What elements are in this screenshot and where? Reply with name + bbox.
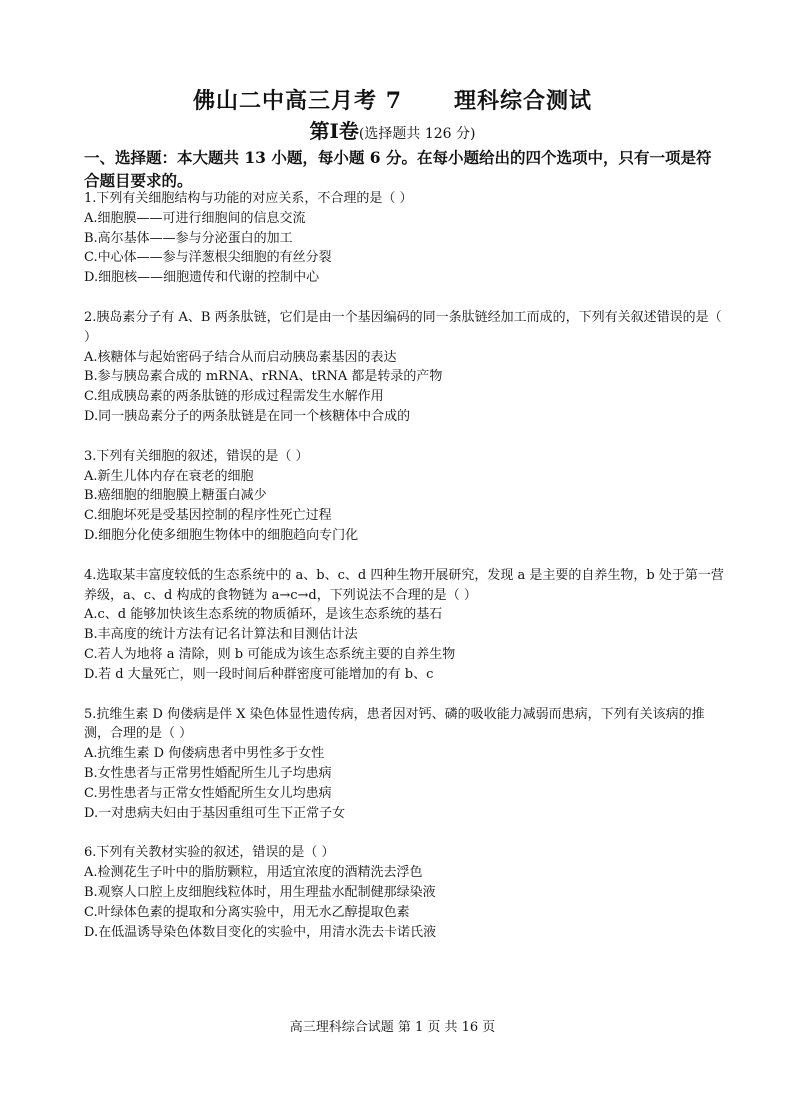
question-stem: 6.下列有关教材实验的叙述，错误的是（ ） xyxy=(84,845,335,861)
part-label: 第Ⅰ卷 xyxy=(309,119,359,143)
option-d: D.同一胰岛素分子的两条肽链是在同一个核糖体中合成的 xyxy=(84,408,411,424)
option-c: C.组成胰岛素的两条肽链的形成过程需发生水解作用 xyxy=(84,389,384,405)
option-a: A.c、d 能够加快该生态系统的物质循环，是该生态系统的基石 xyxy=(84,607,443,623)
question-1 xyxy=(84,189,724,288)
question-5 xyxy=(84,705,724,824)
option-a: A.细胞膜——可进行细胞间的信息交流 xyxy=(84,210,306,226)
page-footer: 高三理科综合试题 第 1 页 共 16 页 xyxy=(289,1020,496,1035)
option-a: A.新生儿体内存在衰老的细胞 xyxy=(84,468,254,484)
option-c: C.中心体——参与洋葱根尖细胞的有丝分裂 xyxy=(84,250,332,266)
option-d: D.细胞分化使多细胞生物体中的细胞趋向专门化 xyxy=(84,527,359,543)
option-a: A.核糖体与起始密码子结合从而启动胰岛素基因的表达 xyxy=(84,349,397,365)
question-6 xyxy=(84,843,724,942)
question-stem: 1.下列有关细胞结构与功能的对应关系，不合理的是（ ） xyxy=(84,191,413,206)
question-3 xyxy=(84,447,724,546)
section-instruction: 一、选择题：本大题共 13 小题，每小题 6 分。在每小题给出的四个选项中，只有一项是符合题目要求的。 xyxy=(84,148,712,190)
option-d: D.在低温诱导染色体数目变化的实验中，用清水洗去卡诺氏液 xyxy=(84,924,437,940)
question-stem: 4.选取某丰富度较低的生态系统中的 a、b、c、d 四种生物开展研究，发现 a 是主要的自养生物，b 处于第一营养级，a、c、d 构成的食物链为 a→c→d，下列说法不合理的是（ ） xyxy=(84,567,724,603)
question-stem: 2.胰岛素分子有 A、B 两条肽链，它们是由一个基因编码的同一条肽链经加工而成的，下列有关叙述错误的是（ ） xyxy=(84,309,722,345)
option-d: D.细胞核——细胞遗传和代谢的控制中心 xyxy=(84,270,320,286)
option-b: B.女性患者与正常男性婚配所生儿子均患病 xyxy=(84,765,332,781)
option-b: B.丰高度的统计方法有记名计算法和目测估计法 xyxy=(84,627,358,643)
question-stem: 3.下列有关细胞的叙述，错误的是（ ） xyxy=(84,448,309,464)
option-b: B.高尔基体——参与分泌蛋白的加工 xyxy=(84,230,293,246)
question-stem: 5.抗维生素 D 佝偻病是伴 X 染色体显性遗传病，患者因对钙、磷的吸收能力减弱而患病，下列有关该病的推测，合理的是（ ） xyxy=(84,706,705,742)
question-4 xyxy=(84,566,724,685)
option-c: C.若人为地将 a 清除，则 b 可能成为该生态系统主要的自养生物 xyxy=(84,646,456,662)
option-b: B.癌细胞的细胞膜上糖蛋白减少 xyxy=(84,488,267,504)
option-a: A.检测花生子叶中的脂肪颗粒，用适宜浓度的酒精洗去浮色 xyxy=(84,865,423,881)
page-title: 佛山二中高三月考 7 理科综合测试 xyxy=(193,88,592,114)
question-2 xyxy=(84,308,724,427)
option-d: D.一对患病夫妇由于基因重组可生下正常子女 xyxy=(84,805,346,821)
option-c: C.男性患者与正常女性婚配所生女儿均患病 xyxy=(84,785,332,801)
option-b: B.参与胰岛素合成的 mRNA、rRNA、tRNA 都是转录的产物 xyxy=(84,369,443,385)
part-note: (选择题共 126 分) xyxy=(358,126,476,142)
question-list xyxy=(84,189,724,962)
option-d: D.若 d 大量死亡，则一段时间后种群密度可能增加的有 b、c xyxy=(84,666,434,682)
part-heading xyxy=(0,115,785,144)
option-c: C.细胞坏死是受基因控制的程序性死亡过程 xyxy=(84,508,332,524)
option-b: B.观察人口腔上皮细胞线粒体时，用生理盐水配制健那绿染液 xyxy=(84,884,436,900)
option-c: C.叶绿体色素的提取和分离实验中，用无水乙醇提取色素 xyxy=(84,904,410,920)
option-a: A.抗维生素 D 佝偻病患者中男性多于女性 xyxy=(84,746,325,762)
